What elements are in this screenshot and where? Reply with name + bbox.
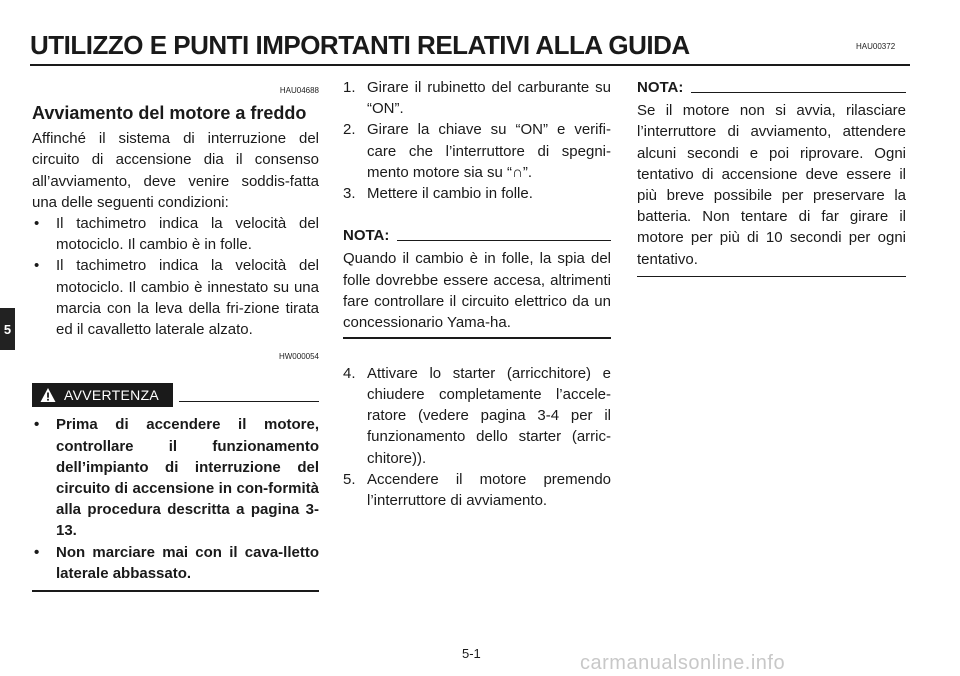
- left-column: [32, 80, 319, 592]
- step-text: Mettere il cambio in folle.: [367, 185, 533, 203]
- nota-label: NOTA:: [343, 227, 390, 245]
- step-text: Attivare lo starter (arricchitore) e chiudere completamente l’accele-ratore (vedere pagina 3-4 per il funzionamento dello starter (arric-chitore)).: [367, 364, 611, 467]
- section-heading: Avviamento del motore a freddo: [32, 103, 307, 124]
- step-number: 2.: [343, 121, 356, 139]
- warnings-list: [32, 414, 319, 584]
- page-title: UTILIZZO E PUNTI IMPORTANTI RELATIVI ALLA GUIDA: [30, 30, 690, 60]
- watermark: carmanualsonline.info: [580, 652, 786, 674]
- step-text: Girare la chiave su “ON” e verifi-care che l’interruttore di spegni-mento motore sia su “: [367, 121, 611, 181]
- nota-end-rule: [343, 337, 611, 339]
- nota-header: [343, 225, 611, 246]
- step-text: ”.: [522, 163, 533, 181]
- warning-header: [32, 383, 319, 407]
- page-number: 5-1: [462, 646, 481, 661]
- middle-column: [343, 77, 611, 511]
- list-item: • Il tachimetro indica la velocità del motociclo. Il cambio è in folle.: [32, 213, 319, 255]
- list-item: [343, 469, 611, 511]
- chapter-tab[interactable]: 5: [0, 308, 15, 350]
- list-item: [343, 363, 611, 469]
- warning-badge: [32, 383, 173, 407]
- heading-code: HAU04688: [279, 86, 319, 95]
- warning-label: AVVERTENZA: [64, 386, 160, 403]
- list-item: • Non marciare mai con il cava-lletto laterale abbassato.: [32, 542, 319, 584]
- nota-text: Se il motore non si avvia, rilasciare l’interruttore di avviamento, attendere alcuni secondi e poi riprovare. Ogni tentativo di accensione deve essere il più breve possibile per preservare la batteria. Non tentare di far girare il motore per più di 10 secondi per ogni tentativo.: [637, 102, 906, 268]
- list-item: [343, 183, 611, 204]
- list-item: [343, 77, 611, 119]
- title-divider: [30, 64, 910, 66]
- nota-rule: [397, 240, 611, 242]
- nota-end-rule: [637, 276, 906, 278]
- steps-list-b: [343, 363, 611, 511]
- warning-code: HW000054: [278, 352, 319, 362]
- warning-end-rule: [32, 590, 319, 592]
- nota-header: [637, 77, 906, 98]
- step-number: 1.: [343, 79, 356, 96]
- step-text: Accendere il motore premendo l’interruttore di avviamento.: [367, 470, 611, 509]
- list-item: [343, 119, 611, 183]
- warning-rule: [179, 401, 319, 403]
- intro-paragraph: Affinché il sistema di interruzione del circuito di accensione dia il consenso all’avviamento, deve venire soddis-fatta una delle seguenti condizioni:: [32, 130, 319, 211]
- section-code: HAU00372: [856, 42, 896, 51]
- step-number: 5.: [343, 470, 356, 488]
- list-item: • Il tachimetro indica la velocità del motociclo. Il cambio è innestato su una marcia con la leva della fri-zione tirata ed il cavalletto laterale alzato.: [32, 255, 319, 340]
- right-column: [637, 77, 906, 277]
- nota-text: Quando il cambio è in folle, la spia del folle dovrebbe essere accesa, altrimenti fare controllare il circuito elettrico da un concessionario Yama-ha.: [343, 250, 611, 332]
- steps-list-a: [343, 77, 611, 204]
- nota-label: NOTA:: [637, 79, 684, 96]
- step-number: 4.: [343, 364, 356, 382]
- warning-triangle-icon: [40, 387, 56, 403]
- step-number: 3.: [343, 185, 356, 203]
- engine-stop-run-icon: ∩: [512, 163, 523, 181]
- nota-rule: [691, 92, 906, 94]
- list-item: • Prima di accendere il motore, controllare il funzionamento dell’impianto di interruzione del circuito di accensione in con-formità alla procedura descritta a pagina 3-13.: [32, 414, 319, 541]
- conditions-list: [32, 213, 319, 340]
- step-text: Girare il rubinetto del carburante su “ON”.: [367, 79, 611, 118]
